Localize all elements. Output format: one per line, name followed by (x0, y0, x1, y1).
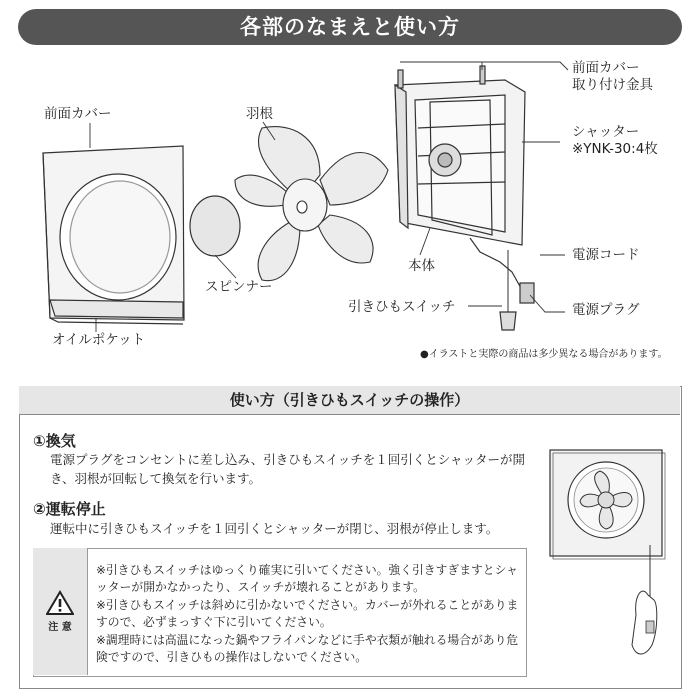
front-cover-illustration (43, 146, 184, 324)
caution-label: 注 意 (48, 622, 72, 633)
label-power-plug: 電源プラグ (572, 302, 640, 318)
illustration-note: ●イラストと実際の商品は多少異なる場合があります。 (420, 349, 668, 360)
spinner-illustration (190, 196, 240, 256)
operation-illustration (540, 445, 670, 675)
label-cover-bracket-line2: 取り付け金具 (572, 77, 653, 93)
label-pull-switch: 引きひもスイッチ (348, 299, 456, 315)
label-spinner: スピンナー (205, 279, 273, 295)
usage-heading: 使い方（引きひもスイッチの操作） (19, 386, 680, 415)
ventilation-title: ①換気 (33, 432, 76, 450)
label-oil-pocket: オイルポケット (52, 332, 146, 348)
page-title: 各部のなまえと使い方 (18, 9, 682, 45)
label-shutter-line2: ※YNK-30:4枚 (572, 141, 658, 157)
label-blade: 羽根 (246, 106, 273, 122)
label-body: 本体 (408, 258, 435, 274)
caution-item: ※引きひもスイッチはゆっくり確実に引いてください。強く引きすぎますとシャッターが開かなかったり、スイッチが壊れることがあります。 (96, 563, 518, 594)
label-shutter-line1: シャッター (572, 124, 640, 140)
caution-item: ※調理時には高温になった鍋やフライパンなどに手や衣類が触れる場合があり危険ですので、引きひもの操作はしないでください。 (96, 633, 519, 664)
body-illustration (395, 66, 534, 330)
ventilation-body: 電源プラグをコンセントに差し込み、引きひもスイッチを１回引くとシャッターが開き、羽根が回転して換気を行います。 (50, 452, 526, 486)
label-power-cord: 電源コード (572, 247, 640, 263)
stop-title: ②運転停止 (33, 500, 106, 518)
caution-item: ※引きひもスイッチは斜めに引かないでください。カバーが外れることがありますので、必ずまっすぐ下に引いてください。 (96, 598, 519, 629)
stop-body: 運転中に引きひもスイッチを１回引くとシャッターが閉じ、羽根が停止します。 (50, 521, 499, 536)
label-front-cover: 前面カバー (44, 106, 112, 122)
blade-illustration (235, 127, 388, 281)
label-cover-bracket-line1: 前面カバー (572, 60, 640, 76)
warning-icon (46, 590, 74, 616)
